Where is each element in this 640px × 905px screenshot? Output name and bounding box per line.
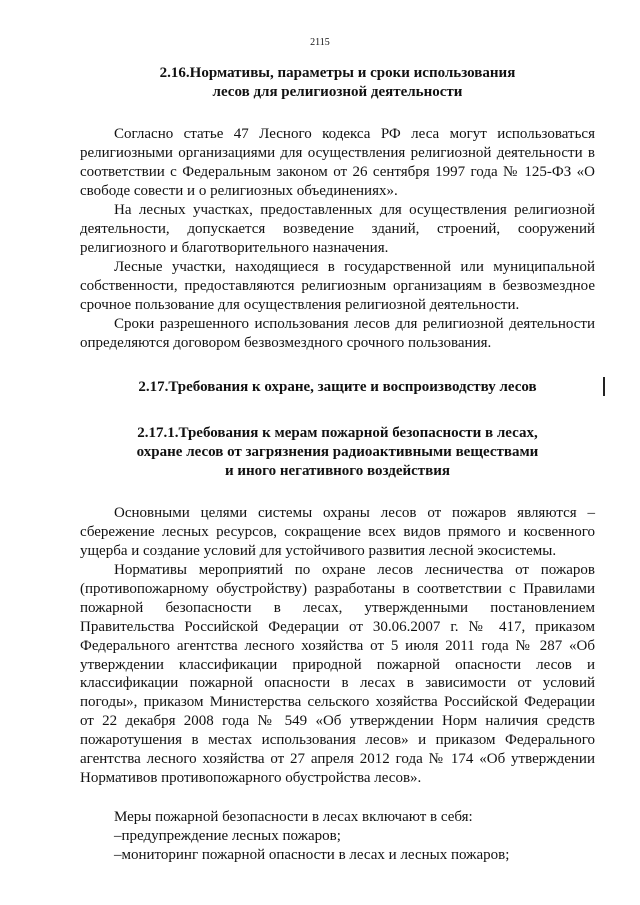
measure-item: –мониторинг пожарной опасности в лесах и лесных пожаров; — [114, 847, 510, 863]
measures-intro: Меры пожарной безопасности в лесах включают в себя: — [114, 809, 473, 825]
page-number: 2115 — [310, 37, 330, 48]
heading-line: лесов для религиозной деятельности — [212, 84, 463, 100]
paragraph-fire-regulations: Нормативы мероприятий по охране лесов лесничества от пожаров (противопожарному обустройству) разработаны в соответствии с Правилами пожарной безопасности в лесах, утвержденными постановлением Правительства Российской Федерации от 30.06.2007 г. № 417, приказом Федерального агентства лесного хозяйства от 5 июля 2011 года № 287 «Об утверждении классификации природной пожарной опасности лесов и классификации пожарной опасности в лесах в зависимости от условий погоды», приказом Министерства сельского хозяйства Российской Федерации от 22 декабря 2008 года № 549 «Об утверждении Норм наличия средств пожаротушения в местах использования лесов» и приказом Федерального агентства лесного хозяйства от 27 апреля 2012 года № 174 «Об утверждении Нормативов противопожарного обустройства лесов». — [80, 562, 595, 786]
section-heading-2-17-1 — [80, 424, 595, 481]
heading-line: и иного негативного воздействия — [224, 463, 451, 479]
measure-item: –предупреждение лесных пожаров; — [114, 828, 341, 844]
paragraph-religious-buildings: На лесных участках, предоставленных для осуществления религиозной деятельности, допускается возведение зданий, строений, сооружений религиозного и благотворительного назначения. — [80, 202, 595, 256]
paragraph-religious-use-law: Согласно статье 47 Лесного кодекса РФ леса могут использоваться религиозными организациями для осуществления религиозной деятельности в соответствии с Федеральным законом от 26 сентября 1997 года № 125-ФЗ «О свободе совести и о религиозных объединениях». — [80, 126, 595, 199]
section-heading-2-16 — [80, 64, 595, 102]
paragraph-land-provision: Лесные участки, находящиеся в государственной или муниципальной собственности, предоставляются религиозным организациям в безвозмездное срочное пользование для осуществления религиозной деятельности. — [80, 259, 595, 313]
paragraph-usage-terms: Сроки разрешенного использования лесов для религиозной деятельности определяются договором безвозмездного срочного пользования. — [80, 316, 595, 351]
heading-line: 2.16.Нормативы, параметры и сроки использования — [159, 65, 516, 81]
paragraph-fire-protection-goals: Основными целями системы охраны лесов от пожаров являются – сбережение лесных ресурсов, сокращение всех видов прямого и косвенного ущерба и создание условий для устойчивого развития лесной экосистемы. — [80, 505, 595, 559]
section-heading-2-17: 2.17.Требования к охране, защите и воспроизводству лесов — [138, 379, 537, 395]
text-cursor-bar — [603, 377, 605, 396]
heading-line: охране лесов от загрязнения радиоактивными веществами — [136, 444, 539, 460]
heading-line: 2.17.1.Требования к мерам пожарной безопасности в лесах, — [137, 425, 538, 441]
